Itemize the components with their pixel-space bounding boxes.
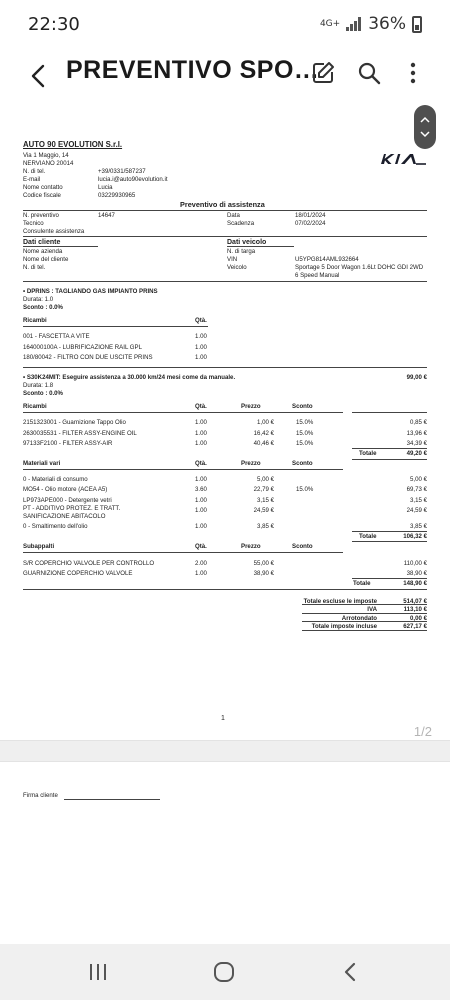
divider	[352, 578, 427, 579]
material-price: 5,00 €	[257, 476, 274, 483]
edit-icon	[311, 61, 335, 85]
material-price: 3,85 €	[257, 523, 274, 530]
meta-label: Tecnico	[23, 220, 44, 227]
material-price: 3,15 €	[257, 497, 274, 504]
signature-label: Firma cliente	[23, 792, 58, 799]
meta-label: N. preventivo	[23, 212, 59, 219]
column-header: Qtà.	[195, 317, 207, 324]
job-duration: Durata: 1.0	[23, 296, 54, 303]
part-description: 164000100A - LUBRIFICAZIONE RAIL GPL	[23, 344, 142, 351]
kia-logo	[380, 152, 428, 166]
subcontract-price: 38,90 €	[253, 570, 274, 577]
divider	[23, 236, 427, 237]
quote-date: 18/01/2024	[295, 212, 326, 219]
divider	[302, 621, 427, 622]
subtotal-value: 49,20 €	[406, 450, 427, 457]
job-amount: 99,00 €	[406, 374, 427, 381]
divider	[352, 448, 427, 449]
part-qty: 1.00	[195, 430, 207, 437]
part-qty: 1.00	[195, 344, 207, 351]
part-discount: 15.0%	[296, 430, 314, 437]
grand-total-value: 514,07 €	[403, 598, 427, 605]
material-description: LP973APE000 - Detergente vetri	[23, 497, 112, 504]
pdf-page-2	[0, 762, 450, 944]
part-qty: 1.00	[195, 354, 207, 361]
back-arrow-icon	[31, 64, 45, 88]
divider	[23, 210, 427, 211]
company-field-label: N. di tel.	[23, 168, 46, 175]
vehicle-field-label: Veicolo	[227, 264, 247, 271]
company-field-value: 03229930965	[98, 192, 136, 199]
column-header: Qtà.	[195, 543, 207, 550]
customer-field-label: N. di tel.	[23, 264, 46, 271]
network-type: 4G+	[319, 18, 341, 29]
grand-total-label: Arrotondato	[341, 615, 377, 622]
material-price: 22,79 €	[253, 486, 274, 493]
part-qty: 1.00	[195, 333, 207, 340]
part-discount: 15.0%	[296, 419, 314, 426]
grand-total-value: 0,00 €	[410, 615, 427, 622]
signature-line	[64, 799, 160, 800]
company-address-2: NERVIANO 20014	[23, 160, 74, 167]
nav-back-icon	[343, 962, 357, 982]
vehicle-heading: Dati veicolo	[227, 239, 267, 246]
quote-title: Preventivo di assistenza	[180, 200, 265, 209]
part-description: 2151323001 - Guarnizione Tappo Olio	[23, 419, 126, 426]
divider	[352, 412, 427, 413]
company-field-value: lucia.i@auto90evolution.it	[98, 176, 168, 183]
grand-total-label: Totale imposte incluse	[311, 623, 377, 630]
status-icons	[320, 14, 422, 34]
material-total: 69,73 €	[406, 486, 427, 493]
company-name: AUTO 90 EVOLUTION S.r.l.	[23, 140, 123, 149]
meta-label: Consulente assistenza	[23, 228, 85, 235]
grand-total-value: 113,10 €	[403, 606, 427, 613]
subcontract-qty: 2.00	[195, 560, 207, 567]
divider	[23, 246, 98, 247]
divider	[23, 469, 343, 470]
signal-icon	[346, 17, 362, 31]
more-options-button[interactable]	[396, 56, 430, 90]
edit-button[interactable]	[306, 56, 340, 90]
divider	[23, 281, 427, 282]
part-total: 13,96 €	[406, 430, 427, 437]
column-header: Sconto	[292, 543, 313, 550]
material-qty: 3.60	[195, 486, 207, 493]
material-price: 24,59 €	[253, 507, 274, 514]
subtotal-value: 106,32 €	[403, 533, 427, 540]
material-total: 3,85 €	[410, 523, 427, 530]
part-description: 180/80042 - FILTRO CON DUE USCITE PRINS	[23, 354, 153, 361]
status-time: 22:30	[28, 14, 80, 35]
column-header: Qtà.	[195, 403, 207, 410]
material-discount: 15.0%	[296, 486, 314, 493]
part-description: 97133F2100 - FILTER ASSY-AIR	[23, 440, 113, 447]
subtotal-value: 148,90 €	[403, 580, 427, 587]
subcontract-total: 110,00 €	[403, 560, 427, 567]
material-qty: 1.00	[195, 523, 207, 530]
customer-field-label: Nome del cliente	[23, 256, 69, 263]
grand-total-label: Totale escluse le imposte	[303, 598, 377, 605]
recent-apps-button[interactable]	[78, 956, 118, 988]
vehicle-model: Sportage 5 Door Wagon 1.6Lt DOHC GDI 2WD	[295, 264, 424, 271]
material-description: PT - ADDITIVO PROTEZ. E TRATT.	[23, 505, 121, 512]
meta-label: Scadenza	[227, 220, 255, 227]
back-button[interactable]	[24, 56, 52, 96]
more-vert-icon	[410, 62, 416, 84]
divider	[23, 589, 427, 590]
column-header: Qtà.	[195, 460, 207, 467]
document-title: PREVENTIVO SPO…	[66, 56, 320, 84]
subcontract-description: GUARNIZIONE COPERCHIO VALVOLE	[23, 570, 133, 577]
system-back-button[interactable]	[330, 956, 370, 988]
page-indicator: 1/2	[413, 724, 432, 739]
divider	[23, 367, 427, 368]
job-duration: Durata: 1.8	[23, 382, 54, 389]
job-title-text: S30K24MIT: Eseguire assistenza a 30.000 km/24 mesi come da manuale.	[26, 374, 236, 381]
subcontract-description: S/R COPERCHIO VALVOLE PER CONTROLLO	[23, 560, 155, 567]
company-address-1: Via 1 Maggio, 14	[23, 152, 69, 159]
company-field-value: +39/0331/587237	[98, 168, 146, 175]
material-total: 5,00 €	[410, 476, 427, 483]
divider	[23, 326, 208, 327]
vehicle-model-line2: 6 Speed Manual	[295, 272, 340, 279]
page-separator	[0, 740, 450, 762]
search-icon	[357, 61, 381, 85]
part-discount: 15.0%	[296, 440, 314, 447]
part-qty: 1.00	[195, 419, 207, 426]
subcontract-price: 55,00 €	[253, 560, 274, 567]
material-description: 0 - Smaltimento dell'olio	[23, 523, 88, 530]
column-header: Prezzo	[241, 460, 261, 467]
navigation-bar	[0, 944, 450, 1000]
home-icon	[213, 961, 235, 983]
divider	[352, 531, 427, 532]
recent-apps-icon	[88, 963, 108, 981]
column-header: Materiali vari	[23, 460, 61, 467]
divider	[302, 630, 427, 631]
grand-total-label: IVA	[367, 606, 377, 613]
divider	[23, 412, 343, 413]
job-discount: Sconto : 0.0%	[23, 304, 63, 311]
subtotal-label: Totale	[359, 533, 377, 540]
subcontract-qty: 1.00	[195, 570, 207, 577]
column-header: Subappalti	[23, 543, 55, 550]
expiry-date: 07/02/2024	[295, 220, 326, 227]
job-title-text: DPRINS : TAGLIANDO GAS IMPIANTO PRINS	[26, 288, 158, 295]
chevron-down-icon	[420, 131, 430, 138]
part-description: 2630035531 - FILTER ASSY-ENGINE OIL	[23, 430, 137, 437]
part-total: 34,39 €	[406, 440, 427, 447]
column-header: Prezzo	[241, 403, 261, 410]
material-qty: 1.00	[195, 507, 207, 514]
grand-total-value: 627,17 €	[403, 623, 427, 630]
divider	[227, 246, 294, 247]
divider	[23, 552, 343, 553]
column-header: Sconto	[292, 403, 313, 410]
company-field-label: E-mail	[23, 176, 41, 183]
part-price: 40,46 €	[253, 440, 274, 447]
company-field-label: Nome contatto	[23, 184, 63, 191]
part-price: 16,42 €	[253, 430, 274, 437]
column-header: Ricambi	[23, 403, 47, 410]
vehicle-field-label: N. di targa	[227, 248, 256, 255]
company-field-value: Lucia	[98, 184, 113, 191]
part-qty: 1.00	[195, 440, 207, 447]
fast-scroll-handle[interactable]	[414, 105, 436, 149]
column-header: Ricambi	[23, 317, 47, 324]
battery-icon	[412, 16, 422, 33]
vehicle-vin: U5YPG814AML932664	[295, 256, 359, 263]
company-field-label: Codice fiscale	[23, 192, 61, 199]
battery-level: 36%	[368, 14, 406, 34]
job-discount: Sconto : 0.0%	[23, 390, 63, 397]
material-total: 3,15 €	[410, 497, 427, 504]
search-button[interactable]	[352, 56, 386, 90]
part-price: 1,00 €	[257, 419, 274, 426]
chevron-up-icon	[420, 116, 430, 123]
meta-label: Data	[227, 212, 240, 219]
pdf-page-1	[0, 104, 450, 740]
material-description: 0 - Materiali di consumo	[23, 476, 88, 483]
material-qty: 1.00	[195, 497, 207, 504]
divider	[352, 541, 427, 542]
document-viewer[interactable]	[0, 104, 450, 944]
quote-number: 14647	[98, 212, 115, 219]
subcontract-total: 38,90 €	[406, 570, 427, 577]
divider	[302, 613, 427, 614]
subtotal-label: Totale	[353, 580, 371, 587]
status-bar	[0, 0, 450, 50]
customer-field-label: Nome azienda	[23, 248, 63, 255]
vehicle-field-label: VIN	[227, 256, 238, 263]
divider	[302, 604, 427, 605]
divider	[352, 459, 427, 460]
subtotal-label: Totale	[359, 450, 377, 457]
column-header: Prezzo	[241, 543, 261, 550]
job-title: • S30K24MIT: Eseguire assistenza a 30.000 km/24 mesi come da manuale.	[23, 374, 236, 381]
page-number: 1	[221, 715, 225, 722]
material-qty: 1.00	[195, 476, 207, 483]
customer-heading: Dati cliente	[23, 239, 61, 246]
material-description: MO54 - Olio motore (ACEA A5)	[23, 486, 108, 493]
material-total: 24,59 €	[406, 507, 427, 514]
part-total: 0,85 €	[410, 419, 427, 426]
material-description-line2: SANIFICAZIONE ABITACOLO	[23, 513, 106, 520]
app-bar	[0, 50, 450, 100]
part-description: 001 - FASCETTA A VITE	[23, 333, 90, 340]
job-title: • DPRINS : TAGLIANDO GAS IMPIANTO PRINS	[23, 288, 158, 295]
column-header: Sconto	[292, 460, 313, 467]
home-button[interactable]	[204, 956, 244, 988]
